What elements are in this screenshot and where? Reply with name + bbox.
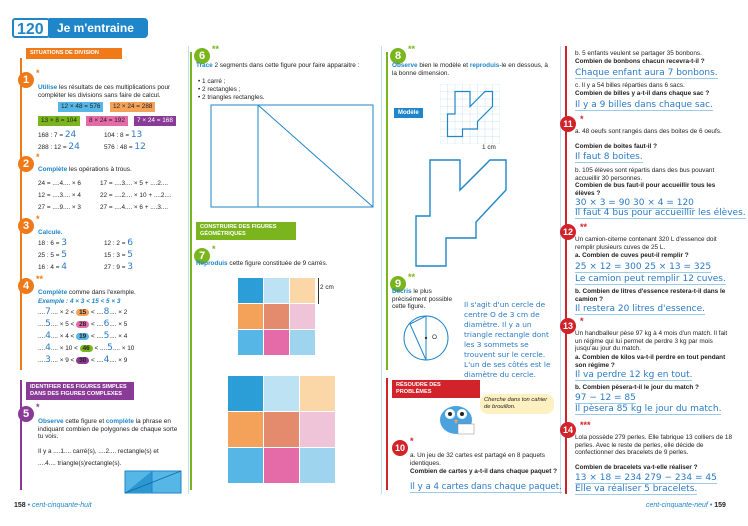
ex12-number: 12 (560, 224, 576, 240)
lesson-number (12, 18, 50, 38)
square-cell (290, 304, 315, 329)
ex4-mult: .... × 9 (109, 357, 128, 364)
square-cell (264, 304, 289, 329)
ex4-dots: .... (38, 321, 46, 328)
ex1-answer-2[interactable]: 13 (130, 130, 143, 140)
ex9-side-bar (386, 52, 388, 370)
ex14-answer-1[interactable]: 13 × 18 = 234 279 − 234 = 45 (575, 473, 717, 483)
ex3-answer-5[interactable]: 4 (61, 262, 68, 272)
square-cell (228, 376, 263, 411)
ex4-dots: .... (38, 345, 46, 352)
ex10-c-question: Combien de billes y a-t-il dans chaque sac ? (575, 90, 710, 97)
ex4-example: Exemple : 4 × 3 < 15 < 5 × 3 (38, 298, 121, 305)
ex1-row-1 (38, 132, 76, 140)
ex9-verb: Décris (392, 288, 412, 295)
ex13-a-question: a. Combien de kilos va-t-il perdre en tout pendant son régime ? (575, 354, 726, 369)
ex3-stars: * (36, 214, 40, 224)
ex2-row-2: 17 = ....3.... × 5 + ....2.... (100, 180, 169, 187)
ex6-stars: ** (212, 44, 220, 54)
ex11-a-question: Combien de boites faut-il ? (575, 143, 658, 150)
square-cell (238, 278, 263, 303)
ex4-op-2: < .... (89, 309, 104, 316)
mascot-illustration (432, 394, 480, 438)
divider-left (188, 46, 189, 494)
ex10-stars: * (410, 436, 414, 446)
ex3-row-1-text: 18 : 6 = (38, 240, 62, 247)
ex4-answer-low[interactable]: 4 (45, 331, 51, 341)
ex10-number: 10 (392, 440, 408, 456)
ex1-row-4 (104, 144, 146, 152)
ex11-a-answer[interactable]: Il faut 8 boites. (575, 152, 643, 162)
side-bar-red (386, 378, 388, 490)
ex4-answer-low[interactable]: 7 (45, 307, 51, 317)
ex4-answer-low[interactable]: 5 (45, 319, 51, 329)
ex4-answer-low[interactable]: 3 (45, 355, 51, 365)
ex10-a-text: a. Un jeu de 32 cartes est partagé en 8 paquets identiques. (410, 452, 546, 467)
ex4-op-2: < .... (89, 321, 104, 328)
square-cell (264, 376, 299, 411)
ex3-answer-4[interactable]: 5 (127, 250, 134, 260)
ex10-b-answer[interactable]: Chaque enfant aura 7 bonbons. (575, 68, 718, 78)
ex9-text: le plus précisément possible cette figure. (392, 288, 453, 311)
ex3-row-4 (104, 252, 133, 260)
ex2-row-6: 27 = ....4.... × 6 + ....3.... (100, 204, 169, 211)
ex3-number: 3 (18, 218, 34, 234)
square-cell (290, 278, 315, 303)
ex8-number: 8 (390, 48, 406, 64)
ex4-row (38, 333, 127, 341)
ex7-model-grid (238, 278, 316, 356)
ex4-row (38, 357, 127, 365)
ex8-instruction (392, 62, 552, 77)
ex9-center-label: O (432, 334, 437, 341)
ex13-b-question: b. Combien pèsera-t-il le jour du match ? (575, 384, 699, 391)
ex2-verb: Complète (38, 166, 68, 173)
ex6-figure[interactable] (210, 104, 374, 208)
ex1-chip-5: 7 × 24 = 168 (134, 116, 176, 126)
ex8-verb-2: reproduis (469, 62, 500, 69)
ex6-instruction (196, 62, 372, 70)
ex4-number: 4 (18, 278, 34, 294)
ex4-mult: .... × 5 (109, 321, 128, 328)
ex5-line-2: ....4.... triangle(s)rectangle(s). (38, 460, 122, 467)
ex1-row-3-text: 288 : 12 = (38, 144, 69, 151)
ex13-b-answer-1[interactable]: 97 − 12 = 85 (575, 393, 636, 403)
ex4-mult: .... × 10 (112, 345, 135, 352)
ex6-verb: Trace (196, 62, 213, 69)
ex7-verb: Reproduis (196, 260, 228, 267)
ex12-b-question: b. Combien de litres d'essence restera-t-il dans le camion ? (575, 288, 726, 303)
ex8-text: bien le modèle et (417, 62, 470, 69)
square-cell (290, 330, 315, 355)
ex3-row-2 (104, 240, 133, 248)
ex7-copy-grid (228, 376, 336, 484)
ex14-answer-2[interactable]: Elle va réaliser 5 bracelets. (575, 484, 698, 494)
square-cell (264, 412, 299, 447)
ex4-op: .... × 5 < (50, 321, 77, 328)
ex7-stars: * (212, 244, 216, 254)
square-cell (264, 448, 299, 483)
ex5-line-1: Il y a ....1.... carré(s), ....2.... rectangle(s) et (38, 448, 159, 455)
footer-right (646, 502, 726, 509)
ex4-stars: ** (36, 274, 44, 284)
ex12-stars: ** (580, 222, 588, 232)
square-cell (264, 278, 289, 303)
ex8-model-figure (440, 84, 500, 144)
ex10-a-question: Combien de cartes y a-t-il dans chaque paquet ? (410, 468, 558, 475)
lesson-number-text: 120 (17, 21, 44, 38)
square-cell (300, 376, 335, 411)
ex1-row-4-text: 576 : 48 = (104, 144, 135, 151)
ex4-target-chip: 30 (76, 357, 89, 364)
ex4-row (38, 345, 134, 353)
ex4-answer-high[interactable]: 4 (103, 355, 110, 365)
ex11-stars: * (580, 114, 584, 124)
ex6-item-1: • 1 carré ; (198, 78, 226, 85)
ex3-answer-2[interactable]: 6 (127, 238, 134, 248)
square-cell (228, 412, 263, 447)
ex3-row-4-text: 15 : 3 = (104, 252, 128, 259)
ex8-stars: ** (408, 44, 416, 54)
square-cell (228, 448, 263, 483)
ex9-number: 9 (390, 276, 406, 292)
section-figures-label: CONSTRUIRE DES FIGURES GÉOMÉTRIQUES (196, 222, 296, 240)
ex4-answer-high[interactable]: 8 (103, 307, 110, 317)
ex3-row-1 (38, 240, 67, 248)
ex2-stars: * (36, 152, 40, 162)
ex2-row-1: 24 = ....4.... × 6 (38, 180, 81, 187)
ex11-b-question: Combien de bus faut-il pour accueillir tous les élèves ? (575, 182, 716, 197)
ex1-chip-1: 12 × 48 = 576 (58, 102, 103, 112)
ex11-b-text: b. 105 élèves sont répartis dans des bus pouvant accueillir 30 personnes. (575, 167, 715, 182)
ex5-stars: * (36, 402, 40, 412)
ex6-item-2: • 2 rectangles ; (198, 86, 241, 93)
ex1-row-2 (104, 132, 142, 140)
square-cell (238, 304, 263, 329)
ex4-target-chip: 46 (80, 345, 93, 352)
ex8-verb: Observe (392, 62, 418, 69)
ex10-a-answer[interactable]: Il y a 4 cartes dans chaque paquet. (410, 482, 562, 492)
ex3-title: Calcule. (38, 229, 63, 236)
footer-left (14, 502, 92, 509)
ex12-b-answer[interactable]: Il restera 20 litres d'essence. (575, 304, 706, 314)
page-title: Je m'entraine (57, 21, 134, 35)
ex12-text: Un camion-citerne contenant 320 L d'essence doit remplir plusieurs cuves de 25 L. (575, 236, 717, 251)
ex7-dimension: 2 cm (320, 284, 334, 291)
ex1-stars: * (36, 68, 40, 78)
ex2-row-3: 12 = ....3.... × 4 (38, 192, 81, 199)
footer-left-page-number: 158 (14, 502, 26, 509)
ex4-mult: .... × 2 (109, 309, 128, 316)
ex11-a-text: a. 48 oeufs sont rangés dans des boites de 6 oeufs. (575, 128, 722, 135)
ex1-chip-4: 8 × 24 = 192 (86, 116, 128, 126)
divider-mid (381, 46, 382, 494)
ex3-row-6-text: 27 : 9 = (104, 264, 128, 271)
ex13-number: 13 (560, 318, 576, 334)
footer-left-words: • cent-cinquante-huit (27, 502, 92, 509)
ex11-number: 11 (560, 116, 576, 132)
ex4-row (38, 321, 127, 329)
ex5-verb-2: complète (105, 418, 134, 425)
ex4-op: .... × 9 < (50, 357, 77, 364)
ex5-figure (124, 470, 182, 494)
ex1-row-2-text: 104 : 8 = (104, 132, 131, 139)
ex3-answer-6[interactable]: 3 (127, 262, 134, 272)
ex1-row-3 (38, 144, 80, 152)
ex4-op: .... × 4 < (50, 333, 77, 340)
ex2-row-5: 27 = ....9.... × 3 (38, 204, 81, 211)
ex12-a-answer-2[interactable]: Le camion peut remplir 12 cuves. (575, 274, 726, 284)
ex4-answer-high[interactable]: 5 (107, 343, 113, 353)
ex10-b-question: Combien de bonbons chacun recevra-t-il ? (575, 58, 705, 65)
ex8-text-2: -le en dessous, à la bonne dimension. (392, 62, 548, 77)
square-cell (300, 448, 335, 483)
ex6-item-3: • 2 triangles rectangles. (198, 94, 265, 101)
speech-bubble: Cherche dans ton cahier de brouillon. (480, 394, 554, 414)
section-division-label: SITUATIONS DE DIVISION (26, 48, 122, 59)
ex9-instruction (392, 288, 456, 311)
section-problemes-label: RÉSOUDRE DES PROBLÈMES (392, 380, 480, 398)
ex5-instruction (38, 418, 184, 441)
ex12-a-answer-1[interactable]: 25 × 12 = 300 25 × 13 = 325 (575, 262, 712, 272)
ex1-answer-1[interactable]: 24 (64, 130, 77, 140)
square-cell (300, 412, 335, 447)
square-cell (238, 330, 263, 355)
ex13-stars: * (580, 316, 584, 326)
side-bar-green (190, 52, 192, 490)
ex1-answer-3[interactable]: 24 (68, 142, 80, 152)
ex11-b-answer-1[interactable]: 30 × 3 = 90 30 × 4 = 120 (575, 198, 694, 208)
ex2-text: les opérations à trous. (67, 166, 132, 173)
ex3-row-3 (38, 252, 67, 260)
ex4-instruction (38, 289, 184, 297)
ex3-row-5-text: 16 : 4 = (38, 264, 62, 271)
ex6-text: 2 segments dans cette figure pour faire apparaitre : (212, 62, 360, 69)
square-cell (264, 330, 289, 355)
ex1-row-1-text: 168 : 7 = (38, 132, 65, 139)
ex8-dimension: 1 cm (482, 144, 496, 151)
ex4-target-chip: 15 (76, 309, 89, 316)
ex4-op-2: < .... (89, 333, 104, 340)
ex4-answer-low[interactable]: 4 (45, 343, 51, 353)
ex2-row-4: 22 = ....2.... × 10 + ....2.... (100, 192, 172, 199)
header (12, 18, 152, 38)
ex4-answer-high[interactable]: 6 (103, 319, 110, 329)
ex7-text: cette figure constituée de 9 carrés. (227, 260, 328, 267)
ex3-row-6 (104, 264, 133, 272)
ex5-number: 5 (18, 406, 34, 422)
ex7-number: 7 (194, 248, 210, 264)
ex10-c-text: c. Il y a 54 billes réparties dans 6 sacs. (575, 82, 685, 89)
ex13-a-answer[interactable]: Il va perdre 12 kg en tout. (575, 370, 693, 380)
ex1-verb: Utilise (38, 84, 58, 91)
ex4-verb: Complète (38, 289, 68, 296)
ex4-op: .... × 2 < (50, 309, 77, 316)
ex1-chip-3: 13 × 8 = 104 (38, 116, 80, 126)
side-bar-purple (20, 380, 22, 490)
ex5-text: cette figure et (63, 418, 106, 425)
section-simples-label: IDENTIFIER DES FIGURES SIMPLES DANS DES FIGURES COMPLEXES (26, 382, 134, 400)
ex4-dots: .... (38, 309, 46, 316)
ex7-dimension-line (318, 278, 319, 304)
ex9-stars: ** (408, 272, 416, 282)
ex1-answer-4[interactable]: 12 (134, 142, 146, 152)
ex9-answer[interactable]: Il s'agit d'un cercle de centre O de 3 cm de diamètre. Il y a un triangle rectangle dont les 3 sommets se trouvent sur le cercle. L'un de ses côtés est le diamètre du cercle. (464, 300, 551, 379)
ex4-op: .... × 10 < (50, 345, 80, 352)
footer-right-page-number: 159 (714, 502, 726, 509)
ex12-a-question: a. Combien de cuves peut-il remplir ? (575, 252, 689, 259)
ex3-row-3-text: 25 : 5 = (38, 252, 62, 259)
ex4-dots: .... (38, 333, 46, 340)
ex14-text: Lola possède 279 perles. Elle fabrique 13 colliers de 18 perles. Avec le reste de perles, elle décide de confectionner des bracelets de 9 perles. (575, 434, 733, 457)
ex8-model-tag: Modèle (394, 108, 423, 118)
ex1-chip-2: 12 × 24 = 288 (110, 102, 155, 112)
ex3-answer-3[interactable]: 5 (61, 250, 68, 260)
ex4-op-2: < .... (92, 345, 108, 352)
ex1-number: 1 (18, 72, 34, 88)
ex8-copy-figure (404, 158, 534, 270)
ex1-text: les résultats de ces multiplications pour compléter les divisions sans faire de calcul. (38, 84, 171, 99)
ex9-figure (398, 310, 454, 366)
ex11-b-answer-2[interactable]: Il faut 4 bus pour accueillir les élèves. (575, 208, 746, 218)
ex4-mult: .... × 4 (109, 333, 128, 340)
ex10-c-answer[interactable]: Il y a 9 billes dans chaque sac. (575, 100, 713, 110)
ex13-b-answer-2[interactable]: Il pèsera 85 kg le jour du match. (575, 404, 722, 414)
ex14-question: Combien de bracelets va-t-elle réaliser ? (575, 464, 698, 471)
ex2-instruction (38, 166, 184, 174)
ex10-b-text: b. 5 enfants veulent se partager 35 bonbons. (575, 50, 702, 57)
ex3-answer-1[interactable]: 3 (61, 238, 68, 248)
ex7-instruction (196, 260, 372, 268)
ex5-verb: Observe (38, 418, 64, 425)
ex3-row-5 (38, 264, 67, 272)
ex4-answer-high[interactable]: 5 (103, 331, 110, 341)
ex14-number: 14 (560, 422, 576, 438)
ex14-stars: *** (580, 420, 591, 430)
ex2-number: 2 (18, 156, 34, 172)
ex4-target-chip: 19 (76, 333, 89, 340)
ex4-text: comme dans l'exemple. (67, 289, 136, 296)
ex6-number: 6 (194, 48, 210, 64)
ex5-text-2: la phrase en indiquant combien de polygones de chaque sorte tu vois. (38, 418, 178, 441)
ex13-text: Un handballeur pèse 97 kg à 4 mois d'un match. Il fait un régime qui lui permet de perdre 3 kg par mois jusqu'au jour du match. (575, 330, 728, 353)
ex3-row-2-text: 12 : 2 = (104, 240, 128, 247)
side-bar-orange (20, 58, 22, 370)
ex4-dots: .... (38, 357, 46, 364)
ex4-target-chip: 28 (76, 321, 89, 328)
title-bar (49, 18, 148, 38)
ex4-op-2: < .... (89, 357, 104, 364)
ex4-row (38, 309, 127, 317)
ex1-instruction (38, 84, 184, 99)
footer-right-words: cent-cinquante-neuf • (646, 502, 713, 509)
